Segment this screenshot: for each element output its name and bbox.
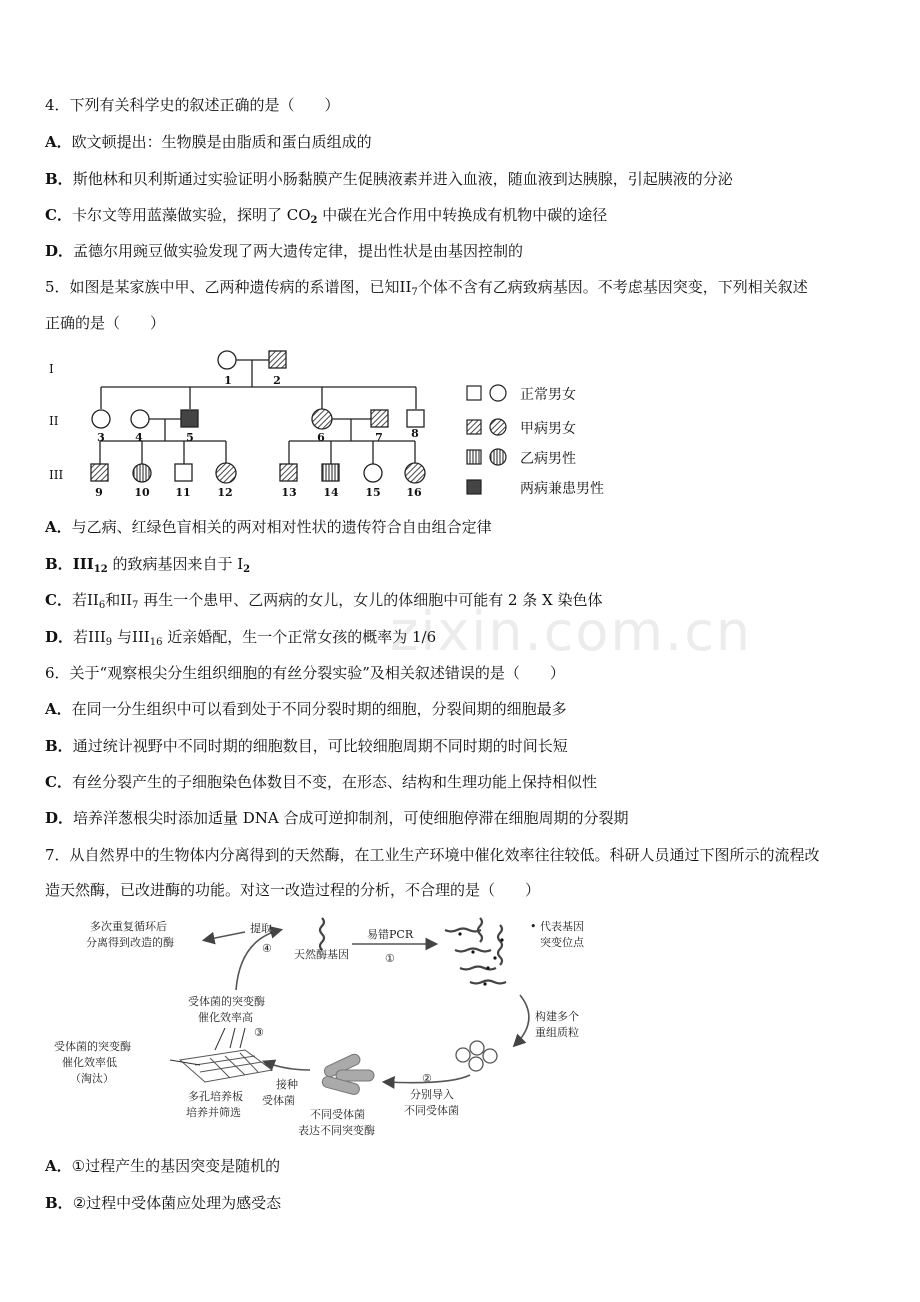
- id-3: 3: [97, 431, 105, 444]
- legend-normal-male-icon: [467, 386, 481, 400]
- id-11: 11: [175, 486, 191, 499]
- legend-mutation-2: 突变位点: [540, 936, 584, 949]
- option-text: 在同一分生组织中可以看到处于不同分裂时期的细胞，分裂间期的细胞最多: [71, 700, 567, 718]
- label-bacteria-2: 表达不同突变酶: [298, 1124, 375, 1137]
- q7-option-a: [45, 1156, 280, 1176]
- q5-option-b: [45, 554, 250, 580]
- option-text: ①过程产生的基因突变是随机的: [71, 1157, 281, 1175]
- pedigree-chart: [40, 343, 640, 505]
- plasmids-icon: [456, 1041, 497, 1071]
- q6-option-b: [45, 736, 568, 756]
- watermark: zixin.com.cn: [390, 600, 753, 663]
- id-13: 13: [281, 486, 297, 499]
- q4-option-c: [45, 205, 607, 231]
- option-label: D．: [45, 628, 74, 646]
- label-extract: 提取: [250, 922, 272, 935]
- q7-option-b: [45, 1193, 281, 1213]
- subscript: 9: [105, 637, 113, 648]
- legend-disease-a-male-icon: [467, 420, 481, 434]
- option-text: 近亲婚配，生一个正常女孩的概率为 1/6: [162, 628, 437, 646]
- option-label: C．: [45, 591, 72, 609]
- legend-disease-a-female-icon: [490, 419, 506, 435]
- step-1: ①: [385, 952, 395, 965]
- subscript: 2: [243, 564, 251, 575]
- legend-disease-a: 甲病男女: [520, 421, 576, 437]
- option-text: 培养洋葱根尖时添加适量 DNA 合成可逆抑制剂，可使细胞停滞在细胞周期的分裂期: [73, 809, 629, 827]
- option-label: B．: [45, 737, 73, 755]
- q4-option-d: [45, 241, 523, 261]
- q5-stem-line1: [45, 277, 808, 303]
- option-text: 和II: [105, 591, 133, 609]
- option-label: B．: [45, 170, 73, 188]
- q5-option-d: [45, 627, 436, 653]
- bacteria-icon: [321, 1052, 374, 1095]
- legend-disease-b-female-icon: [490, 449, 506, 465]
- option-text: 卡尔文等用蓝藻做实验，探明了 CO: [71, 206, 311, 224]
- q6-stem: 6．关于“观察根尖分生组织细胞的有丝分裂实验”及相关叙述错误的是（ ）: [45, 664, 565, 682]
- option-label: A．: [45, 133, 72, 151]
- id-7: 7: [375, 431, 383, 444]
- legend-disease-b: 乙病男性: [520, 451, 576, 467]
- label-natural-gene: 天然酶基因: [294, 948, 349, 961]
- q6-option-a: [45, 699, 567, 719]
- subscript: 16: [149, 637, 163, 648]
- label-construct-1: 构建多个: [535, 1010, 579, 1023]
- label-cycle: 多次重复循环后: [90, 920, 167, 933]
- option-label: B．: [45, 555, 73, 573]
- option-text: 孟德尔用豌豆做实验发现了两大遗传定律，提出性状是由基因控制的: [73, 242, 524, 260]
- legend-normal: 正常男女: [520, 387, 576, 403]
- label-error-prone-pcr: 易错PCR: [367, 928, 414, 941]
- q4-stem: 4．下列有关科学史的叙述正确的是（ ）: [45, 96, 340, 114]
- legend-both-male-icon: [467, 480, 481, 494]
- step-4: ④: [262, 942, 272, 955]
- q7-stem-line1: 7．从自然界中的生物体内分离得到的天然酶，在工业生产环境中催化效率往往较低。科研人员通过下图所示的流程改: [45, 846, 820, 864]
- option-text: 中碳在光合作用中转换成有机物中碳的途径: [317, 206, 608, 224]
- gene-icon: [320, 918, 324, 950]
- step-2: ②: [422, 1072, 432, 1085]
- id-16: 16: [406, 486, 422, 499]
- mutated-genes-icon: [445, 918, 506, 984]
- label-plate-2: 培养并筛选: [186, 1106, 241, 1119]
- legend-mutation-1: • 代表基因: [530, 920, 584, 933]
- option-label: A．: [45, 1157, 72, 1175]
- id-9: 9: [95, 486, 103, 499]
- id-15: 15: [365, 486, 381, 499]
- option-label: A．: [45, 700, 72, 718]
- id-6: 6: [317, 431, 325, 444]
- label-high-2: 催化效率高: [198, 1011, 253, 1024]
- option-text: 与乙病、红绿色盲相关的两对相对性状的遗传符合自由组合定律: [71, 518, 492, 536]
- q5-option-a: [45, 517, 492, 537]
- option-text: 若III: [73, 628, 106, 646]
- label-import-2: 不同受体菌: [404, 1104, 459, 1117]
- gen-label-ii: II: [49, 414, 59, 428]
- id-5: 5: [186, 431, 194, 444]
- label-low-2: 催化效率低: [62, 1056, 117, 1069]
- option-text: 欧文顿提出：生物膜是由脂质和蛋白质组成的: [71, 133, 372, 151]
- enzyme-engineering-diagram: [40, 910, 620, 1142]
- option-label: D．: [45, 809, 74, 827]
- label-import-1: 分别导入: [410, 1088, 454, 1101]
- subscript: 7: [132, 600, 139, 611]
- subscript: 7: [411, 287, 418, 298]
- q6-option-d: [45, 808, 629, 828]
- subscript: 6: [98, 600, 106, 611]
- option-text: 斯他林和贝利斯通过实验证明小肠黏膜产生促胰液素并进入血液，随血液到达胰腺，引起胰液的分泌: [72, 170, 733, 188]
- label-low-3: （淘汰）: [70, 1072, 114, 1085]
- q6-option-c: [45, 772, 597, 792]
- option-label: C．: [45, 773, 72, 791]
- q5-stem-line2: 正确的是（ ）: [45, 314, 166, 332]
- subscript: 12: [93, 564, 108, 575]
- legend-both: 两病兼患男性: [520, 481, 604, 497]
- option-text: 与III: [112, 628, 150, 646]
- label-inoculate-1: 接种: [276, 1078, 298, 1091]
- gen-label-i: I: [49, 362, 54, 376]
- stem-text: 个体不含有乙病致病基因。不考虑基因突变，下列相关叙述: [417, 278, 808, 296]
- option-text: 若II: [71, 591, 99, 609]
- subscript: 2: [310, 215, 318, 226]
- option-label: B．: [45, 1194, 73, 1212]
- legend-disease-b-male-icon: [467, 450, 481, 464]
- id-4: 4: [135, 431, 143, 444]
- step-3: ③: [254, 1026, 264, 1039]
- option-label: C．: [45, 206, 72, 224]
- option-text: 通过统计视野中不同时期的细胞数目，可比较细胞周期不同时期的时间长短: [72, 737, 568, 755]
- option-label: A．: [45, 518, 72, 536]
- label-isolate: 分离得到改造的酶: [86, 936, 174, 949]
- id-10: 10: [134, 486, 150, 499]
- q4-option-b: [45, 169, 733, 189]
- label-high-1: 受体菌的突变酶: [188, 995, 265, 1008]
- option-text: ②过程中受体菌应处理为感受态: [72, 1194, 282, 1212]
- option-text: 的致病基因来自于 I: [107, 555, 244, 573]
- q7-stem-line2: 造天然酶，已改进酶的功能。对这一改造过程的分析，不合理的是（ ）: [45, 881, 541, 899]
- gen-label-iii: III: [49, 468, 64, 482]
- option-text: III: [72, 555, 94, 573]
- option-label: D．: [45, 242, 74, 260]
- label-construct-2: 重组质粒: [535, 1026, 579, 1039]
- option-text: 有丝分裂产生的子细胞染色体数目不变，在形态、结构和生理功能上保持相似性: [71, 773, 597, 791]
- id-1: 1: [224, 374, 232, 387]
- label-inoculate-2: 受体菌: [262, 1094, 295, 1107]
- legend-normal-female-icon: [490, 385, 506, 401]
- id-12: 12: [217, 486, 233, 499]
- id-2: 2: [273, 374, 281, 387]
- label-plate-1: 多孔培养板: [188, 1090, 243, 1103]
- q4-option-a: [45, 132, 372, 152]
- label-low-1: 受体菌的突变酶: [54, 1040, 131, 1053]
- id-14: 14: [323, 486, 339, 499]
- stem-text: 5．如图是某家族中甲、乙两种遗传病的系谱图，已知II: [45, 278, 412, 296]
- label-bacteria-1: 不同受体菌: [310, 1108, 365, 1121]
- option-text: 再生一个患甲、乙两病的女儿，女儿的体细胞中可能有 2 条 X 染色体: [138, 591, 603, 609]
- id-8: 8: [411, 427, 419, 440]
